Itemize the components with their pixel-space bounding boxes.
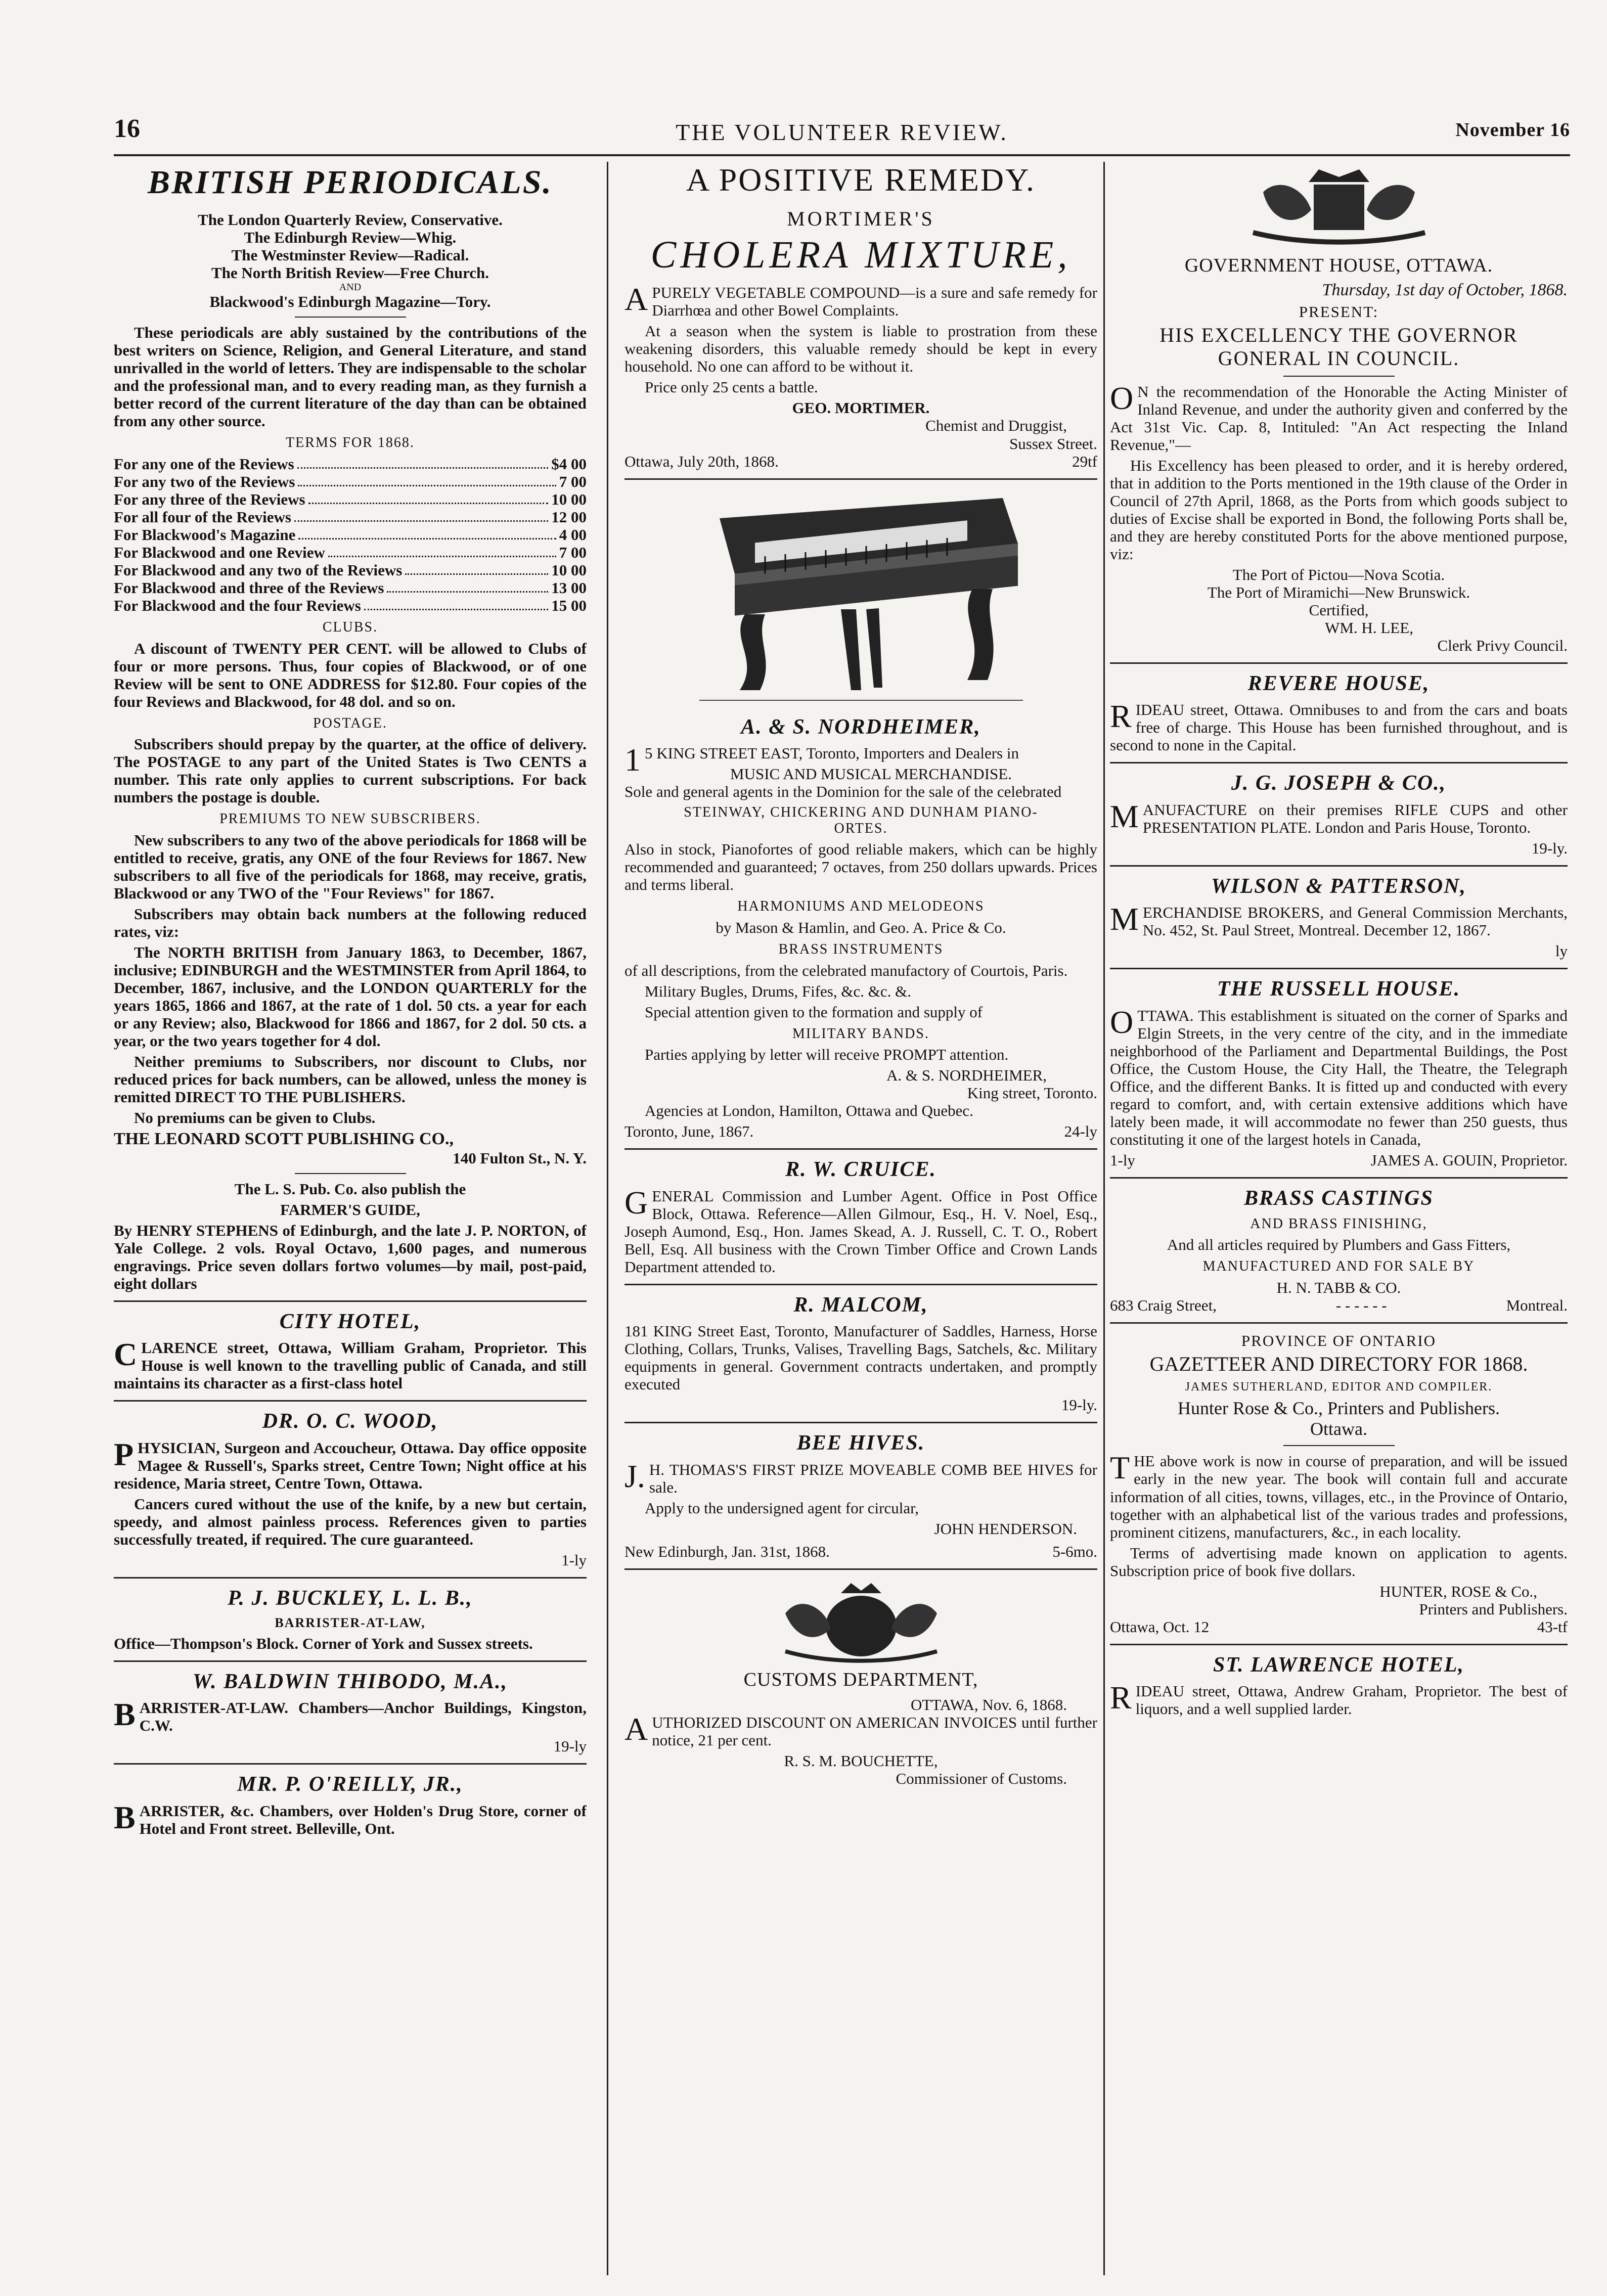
divider — [624, 1284, 1097, 1285]
joseph-text: MANUFACTURE on their premises RIFLE CUPS and other PRESENTATION PLATE. London and Paris House, Toronto. — [1110, 798, 1568, 836]
nordheimer-music: MUSIC AND MUSICAL MERCHANDISE. — [730, 765, 1012, 783]
gazetteer-editor: JAMES SUTHERLAND, EDITOR AND COMPILER. — [1185, 1380, 1493, 1394]
brass-city: Montreal. — [1506, 1296, 1568, 1314]
terms-row: For Blackwood and the four Reviews 15 00 — [114, 597, 587, 615]
column-middle — [624, 162, 1097, 2275]
divider — [1283, 1445, 1395, 1446]
nordheimer-harmoniums-by: by Mason & Hamlin, and Geo. A. Price & Co. — [716, 918, 1006, 936]
bee-hives-text: J.H. THOMAS'S FIRST PRIZE MOVEABLE COMB BEE HIVES for sale. — [624, 1458, 1097, 1496]
russell-house-proprietor: JAMES A. GOUIN, Proprietor. — [1370, 1151, 1568, 1169]
ad-code: 24-ly — [1064, 1122, 1097, 1141]
cruice-heading: R. W. CRUICE. — [785, 1158, 936, 1182]
divider — [1110, 1644, 1568, 1645]
divider — [624, 1148, 1097, 1150]
present-label: PRESENT: — [1299, 303, 1379, 321]
royal-coat-of-arms — [1233, 162, 1445, 248]
cholera-date: Ottawa, July 20th, 1868. — [624, 452, 779, 470]
mortimer-role: Chemist and Druggist, — [925, 417, 1067, 435]
clubs-heading: CLUBS. — [322, 619, 378, 636]
brass-dashes: - - - - - - — [1335, 1296, 1387, 1314]
nordheimer-text: Agencies at London, Hamilton, Ottawa and Quebec. — [645, 1102, 973, 1120]
divider — [114, 1577, 587, 1579]
premiums-text: Neither premiums to Subscribers, nor discount to Clubs, nor reduced prices for back numbers, can be allowed, unless the money is remitted DIRECT TO THE PUBLISHERS. — [114, 1053, 587, 1106]
russell-house-footer — [1110, 1151, 1568, 1169]
mortimer-label: MORTIMER'S — [787, 207, 935, 231]
divider — [1110, 1322, 1568, 1324]
mortimer-name: GEO. MORTIMER. — [792, 399, 930, 417]
divider — [114, 1763, 587, 1765]
divider — [1110, 662, 1568, 664]
government-house-text: His Excellency has been pleased to order, and it is hereby ordered, that in addition to the Ports mentioned in the 19th clause of the Order in Council of 27th April, 1868, as the Ports from which goods subject to duties of Excise shall be exported in Bond, the following Ports shall be, and they are hereby constituted Ports for the above mentioned purpose, viz: — [1110, 456, 1568, 563]
divider — [624, 478, 1097, 480]
premiums-text: No premiums can be given to Clubs. — [134, 1109, 376, 1127]
city-hotel-heading: CITY HOTEL, — [279, 1310, 421, 1333]
brass-address-line — [1110, 1296, 1568, 1314]
wilson-text: MERCHANDISE BROKERS, and General Commission Merchants, No. 452, St. Paul Street, Montreal. December 12, 1867. — [1110, 901, 1568, 939]
terms-row: For any two of the Reviews 7 00 — [114, 472, 587, 490]
nordheimer-date: Toronto, June, 1867. — [624, 1122, 754, 1141]
ad-code: 1-ly — [1110, 1151, 1135, 1169]
brass-castings-heading: BRASS CASTINGS — [1244, 1187, 1434, 1210]
terms-row: For Blackwood and one Review 7 00 — [114, 544, 587, 562]
thibodo-text: BARRISTER-AT-LAW. Chambers—Anchor Buildings, Kingston, C.W. — [114, 1696, 587, 1735]
ad-code: 43-tf — [1537, 1617, 1568, 1636]
joseph-heading: J. G. JOSEPH & CO., — [1231, 772, 1447, 795]
customs-heading: CUSTOMS DEPARTMENT, — [743, 1669, 978, 1690]
nordheimer-text: of all descriptions, from the celebrated manufactory of Courtois, Paris. — [624, 961, 1068, 979]
ad-code: 5-6mo. — [1052, 1542, 1097, 1560]
customs-role: Commissioner of Customs. — [896, 1769, 1067, 1787]
blackwood-item: Blackwood's Edinburgh Magazine—Tory. — [209, 293, 491, 311]
nordheimer-text: Parties applying by letter will receive PROMPT attention. — [645, 1046, 1009, 1064]
premiums-text: Subscribers may obtain back numbers at the following reduced rates, viz: — [114, 905, 587, 941]
gazetteer-text: Terms of advertising made known on application to agents. Subscription price of book five dollars. — [1110, 1544, 1568, 1580]
terms-row: For Blackwood and three of the Reviews 13 00 — [114, 579, 587, 597]
issue-date: November 16 — [1455, 119, 1570, 141]
column-left — [114, 162, 587, 2275]
publisher-also: The L. S. Pub. Co. also publish the — [234, 1180, 466, 1198]
nordheimer-text: Also in stock, Pianofortes of good reliable makers, which can be highly recommended and guaranteed; 7 octaves, from 250 dollars upwards. Prices and terms liberal. — [624, 840, 1097, 894]
divider — [1110, 865, 1568, 867]
ad-code: 29tf — [1072, 452, 1097, 470]
russell-house-heading: THE RUSSELL HOUSE. — [1217, 977, 1461, 1001]
nordheimer-pianos: ORTES. — [834, 820, 888, 836]
divider — [114, 1660, 587, 1662]
government-house-text: ON the recommendation of the Honorable the Acting Minister of Inland Revenue, and under the authority given and conferred by the Act 31st Vic. Cap. 8, Intituled: "An Act respecting the Inland Revenue,"— — [1110, 380, 1568, 454]
terms-row: For all four of the Reviews 12 00 — [114, 508, 587, 526]
farmers-guide-title: FARMER'S GUIDE, — [280, 1200, 420, 1219]
terms-table — [114, 455, 587, 614]
ad-code: 1-ly — [561, 1551, 587, 1569]
bee-hives-text: Apply to the undersigned agent for circular, — [645, 1499, 919, 1517]
ad-code: 19-ly. — [1531, 839, 1568, 857]
brass-text: And all articles required by Plumbers and Gass Fitters, — [1167, 1236, 1511, 1254]
dr-wood-text: Cancers cured without the use of the knife, by a new but certain, speedy, and almost painless process. References given to parties successfully treated, if required. The cure guaranteed. — [114, 1495, 587, 1548]
buckley-heading: P. J. BUCKLEY, L. L. B., — [228, 1586, 473, 1610]
gazetteer-heading: GAZETTEER AND DIRECTORY FOR 1868. — [1149, 1352, 1528, 1375]
divider — [114, 1300, 587, 1302]
nordheimer-heading: A. & S. NORDHEIMER, — [741, 715, 981, 739]
governor-in-council-line: GONERAL IN COUNCIL. — [1218, 346, 1460, 370]
bee-hives-date: New Edinburgh, Jan. 31st, 1868. — [624, 1542, 830, 1560]
his-excellency-line: HIS EXCELLENCY THE GOVERNOR — [1159, 324, 1518, 347]
terms-row: For any one of the Reviews $4 00 — [114, 455, 587, 473]
gazetteer-date: Ottawa, Oct. 12 — [1110, 1617, 1210, 1636]
bee-hives-footer — [624, 1543, 1097, 1560]
wilson-heading: WILSON & PATTERSON, — [1211, 874, 1467, 898]
coat-of-arms-emblem — [755, 1578, 967, 1664]
divider — [1110, 762, 1568, 763]
malcom-text: 181 KING Street East, Toronto, Manufacturer of Saddles, Harness, Horse Clothing, Collars, Trunks, Valises, Travelling Bags, Satchels, &c. Military equipments in general. Government contracts undertaken, and promptly executed — [624, 1322, 1097, 1393]
positive-remedy-heading: A POSITIVE REMEDY. — [686, 162, 1036, 198]
brass-finishing-label: AND BRASS FINISHING, — [1250, 1215, 1427, 1232]
province-heading: PROVINCE OF ONTARIO — [1241, 1331, 1437, 1349]
premiums-heading: PREMIUMS TO NEW SUBSCRIBERS. — [219, 811, 481, 827]
gazetteer-publisher: Hunter Rose & Co., Printers and Publishers. — [1178, 1398, 1500, 1419]
brass-manufactured-label: MANUFACTURED AND FOR SALE BY — [1202, 1258, 1475, 1275]
government-house-heading: GOVERNMENT HOUSE, OTTAWA. — [1184, 255, 1493, 276]
cholera-footer — [624, 453, 1097, 470]
gazetteer-city: Ottawa. — [1310, 1418, 1367, 1439]
dr-wood-text: PHYSICIAN, Surgeon and Accoucheur, Ottawa. Day office opposite Magee & Russell's, Sparks street, Centre Town; Night office at his residence, Maria street, Centre Town, Ottawa. — [114, 1436, 587, 1492]
nordheimer-signature: A. & S. NORDHEIMER, — [886, 1066, 1047, 1085]
clerk-role: Clerk Privy Council. — [1437, 636, 1568, 654]
bee-hives-agent: JOHN HENDERSON. — [934, 1519, 1077, 1538]
certified-label: Certified, — [1309, 601, 1369, 619]
terms-heading: TERMS FOR 1868. — [286, 435, 415, 451]
postage-text: Subscribers should prepay by the quarter, at the office of delivery. The POSTAGE to any part of the United States is Two CENTS a number. This rate only applies to current subscriptions. For back numbers the postage is double. — [114, 735, 587, 806]
review-item: The Edinburgh Review—Whig. — [244, 228, 457, 246]
nordheimer-text: Sole and general agents in the Dominion for the sale of the celebrated — [624, 783, 1062, 801]
oreilly-heading: MR. P. O'REILLY, JR., — [237, 1773, 463, 1796]
review-item: The Westminster Review—Radical. — [231, 246, 469, 264]
publisher-address: 140 Fulton St., N. Y. — [453, 1149, 587, 1167]
divider — [624, 1568, 1097, 1570]
customs-date: OTTAWA, Nov. 6, 1868. — [910, 1695, 1067, 1714]
premiums-text: New subscribers to any two of the above periodicals for 1868 will be entitled to receive, gratis, any ONE of the four Reviews for 1867. New subscribers to all five of the periodicals for 1868, may receive, gratis, Blackwood or any TWO of the "Four Reviews" for 1867. — [114, 831, 587, 903]
nordheimer-text: Special attention given to the formation and supply of — [645, 1003, 983, 1021]
divider — [1283, 376, 1395, 377]
thibodo-heading: W. BALDWIN THIBODO, M.A., — [192, 1670, 508, 1693]
st-lawrence-heading: ST. LAWRENCE HOTEL, — [1213, 1653, 1465, 1677]
buckley-role: BARRISTER-AT-LAW, — [275, 1615, 426, 1631]
nordheimer-text: 15 KING STREET EAST, Toronto, Importers and Dealers in — [624, 741, 1019, 778]
review-item: The London Quarterly Review, Conservative. — [198, 210, 503, 229]
divider — [1110, 1177, 1568, 1179]
nordheimer-brass: BRASS INSTRUMENTS — [778, 941, 944, 957]
gazetteer-signature: HUNTER, ROSE & Co., — [1379, 1582, 1537, 1600]
dr-wood-heading: DR. O. C. WOOD, — [262, 1410, 438, 1433]
nordheimer-harmoniums: HARMONIUMS AND MELODEONS — [737, 898, 985, 915]
nordheimer-footer — [624, 1122, 1097, 1140]
page-header — [114, 114, 1570, 156]
terms-row: For Blackwood and any two of the Reviews 10 00 — [114, 561, 587, 579]
review-item: The North British Review—Free Church. — [211, 263, 489, 282]
oreilly-text: BARRISTER, &c. Chambers, over Holden's Drug Store, corner of Hotel and Front street. Belleville, Ont. — [114, 1799, 587, 1837]
brass-maker: H. N. TABB & CO. — [1276, 1278, 1401, 1296]
periodicals-intro: These periodicals are ably sustained by the contributions of the best writers on Science, Religion, and General Literature, and stand unrivalled in the world of letters. They are indispensable to the scholar and the professional man, and to every reading man, as they furnish a better record of the current literature of the day than can be obtained from any other source. — [114, 324, 587, 430]
cholera-price: Price only 25 cents a battle. — [645, 378, 818, 396]
divider — [114, 1400, 587, 1402]
ad-code: ly — [1555, 942, 1568, 960]
publisher-name: THE LEONARD SCOTT PUBLISHING CO., — [114, 1130, 454, 1149]
terms-row: For any three of the Reviews 10 00 — [114, 490, 587, 508]
clubs-text: A discount of TWENTY PER CENT. will be allowed to Clubs of four or more persons. Thus, four copies of Blackwood, or of one Review will be sent to ONE ADDRESS for $12.80. Four copies of the four Reviews and Blackwood, for 48 dol. and so on. — [114, 639, 587, 710]
port-item: The Port of Miramichi—New Brunswick. — [1207, 583, 1470, 601]
ad-code: 19-ly — [553, 1737, 587, 1755]
piano-engraving — [699, 488, 1023, 710]
premiums-text: The NORTH BRITISH from January 1863, to December, 1867, inclusive; EDINBURGH and the WESTMINSTER from April 1864, to December, 1867, inclusive, and the LONDON QUARTERLY for the years 1865, 1866 and 1867, at the rate of 1 dol. 50 cts. a year for each or any Review; also, Blackwood for 1866 and 1867, for 2 dol. 50 cts. a year, or the two years together for 4 dol. — [114, 943, 587, 1050]
customs-name: R. S. M. BOUCHETTE, — [784, 1751, 938, 1770]
cholera-mixture-heading: CHOLERA MIXTURE, — [650, 233, 1072, 276]
st-lawrence-text: RIDEAU street, Ottawa, Andrew Graham, Proprietor. The best of liquors, and a well supplied larder. — [1110, 1680, 1568, 1718]
port-item: The Port of Pictou—Nova Scotia. — [1232, 565, 1445, 583]
bee-hives-heading: BEE HIVES. — [796, 1431, 925, 1455]
nordheimer-bands: MILITARY BANDS. — [792, 1025, 929, 1042]
nordheimer-address: King street, Toronto. — [967, 1084, 1097, 1102]
british-periodicals-heading: BRITISH PERIODICALS. — [148, 164, 553, 201]
malcom-heading: R. MALCOM, — [793, 1293, 928, 1317]
nordheimer-pianos: STEINWAY, CHICKERING AND DUNHAM PIANO- — [684, 804, 1038, 821]
cholera-text: APURELY VEGETABLE COMPOUND—is a sure and safe remedy for Diarrhœa and other Bowel Complaints. — [624, 281, 1097, 320]
ad-code: 19-ly. — [1061, 1396, 1097, 1414]
cruice-text: GENERAL Commission and Lumber Agent. Office in Post Office Block, Ottawa. Reference—Allen Gilmour, Esq., H. V. Noel, Esq., Joseph Aumond, Esq., Hon. James Skead, A. J. Russell, C. T. O., Robert Bell, Esq. All business with the Crown Timber Office and Crown Lands Department attended to. — [624, 1184, 1097, 1276]
revere-house-text: RIDEAU street, Ottawa. Omnibuses to and from the cars and boats free of charge. This House has been furnished throughout, and is second to none in the Capital. — [1110, 698, 1568, 754]
gazetteer-footer — [1110, 1618, 1568, 1636]
cholera-text: At a season when the system is liable to prostration from these weakening disorders, this valuable remedy should be kept in every household. No one can afford to be without it. — [624, 322, 1097, 376]
gazetteer-signature-role: Printers and Publishers. — [1419, 1600, 1568, 1618]
page-number: 16 — [114, 114, 140, 143]
gazetteer-text: THE above work is now in course of preparation, and will be issued early in the new year. The book will contain full and accurate information of all cities, towns, villages, etc., in the Province of Ontario, together with an alphabetical list of the various trades and professions, prominent citizens, manufacturers, &c., in each locality. — [1110, 1450, 1568, 1541]
russell-house-text: OTTAWA. This establishment is situated on the corner of Sparks and Elgin Streets, in the very centre of the city, and in the immediate neighborhood of the Parliament and Departmental Buildings, the Post Office, the Custom House, the City Hall, the Theatre, the Telegraph Office, and the different Banks. It is fitted up and conducted with every regard to comfort, and, with certain extensive additions which have lately been made, it will accommodate no fewer than 250 guests, thus constituting it one of the largest hotels in Canada, — [1110, 1004, 1568, 1149]
government-house-date: Thursday, 1st day of October, 1868. — [1322, 280, 1568, 299]
column-rule — [1103, 162, 1105, 2275]
postage-heading: POSTAGE. — [313, 715, 387, 731]
and-label: AND — [339, 281, 362, 293]
divider — [1110, 968, 1568, 969]
clerk-name: WM. H. LEE, — [1325, 618, 1413, 637]
nordheimer-text: Military Bugles, Drums, Fifes, &c. &c. &. — [645, 982, 911, 1000]
divider — [295, 1173, 406, 1174]
column-right — [1110, 162, 1568, 2275]
city-hotel-text: CLARENCE street, Ottawa, William Graham, Proprietor. This House is well known to the travelling public of Canada, and still maintains its character as a first-class hotel — [114, 1336, 587, 1392]
brass-address: 683 Craig Street, — [1110, 1296, 1217, 1314]
divider — [624, 1422, 1097, 1423]
newspaper-title: THE VOLUNTEER REVIEW. — [676, 119, 1008, 145]
terms-row: For Blackwood's Magazine 4 00 — [114, 526, 587, 544]
buckley-text: Office—Thompson's Block. Corner of York and Sussex streets. — [114, 1634, 533, 1652]
divider — [295, 317, 406, 318]
customs-text: AUTHORIZED DISCOUNT ON AMERICAN INVOICES until further notice, 21 per cent. — [624, 1710, 1097, 1749]
farmers-guide-text: By HENRY STEPHENS of Edinburgh, and the late J. P. NORTON, of Yale College. 2 vols. Royal Octavo, 1,600 pages, and numerous engravings. Price seven dollars fortwo volumes—by mail, post-paid, eight dollars — [114, 1221, 587, 1292]
column-rule — [607, 162, 608, 2275]
mortimer-address: Sussex Street. — [1009, 434, 1097, 453]
revere-house-heading: REVERE HOUSE, — [1247, 671, 1430, 695]
